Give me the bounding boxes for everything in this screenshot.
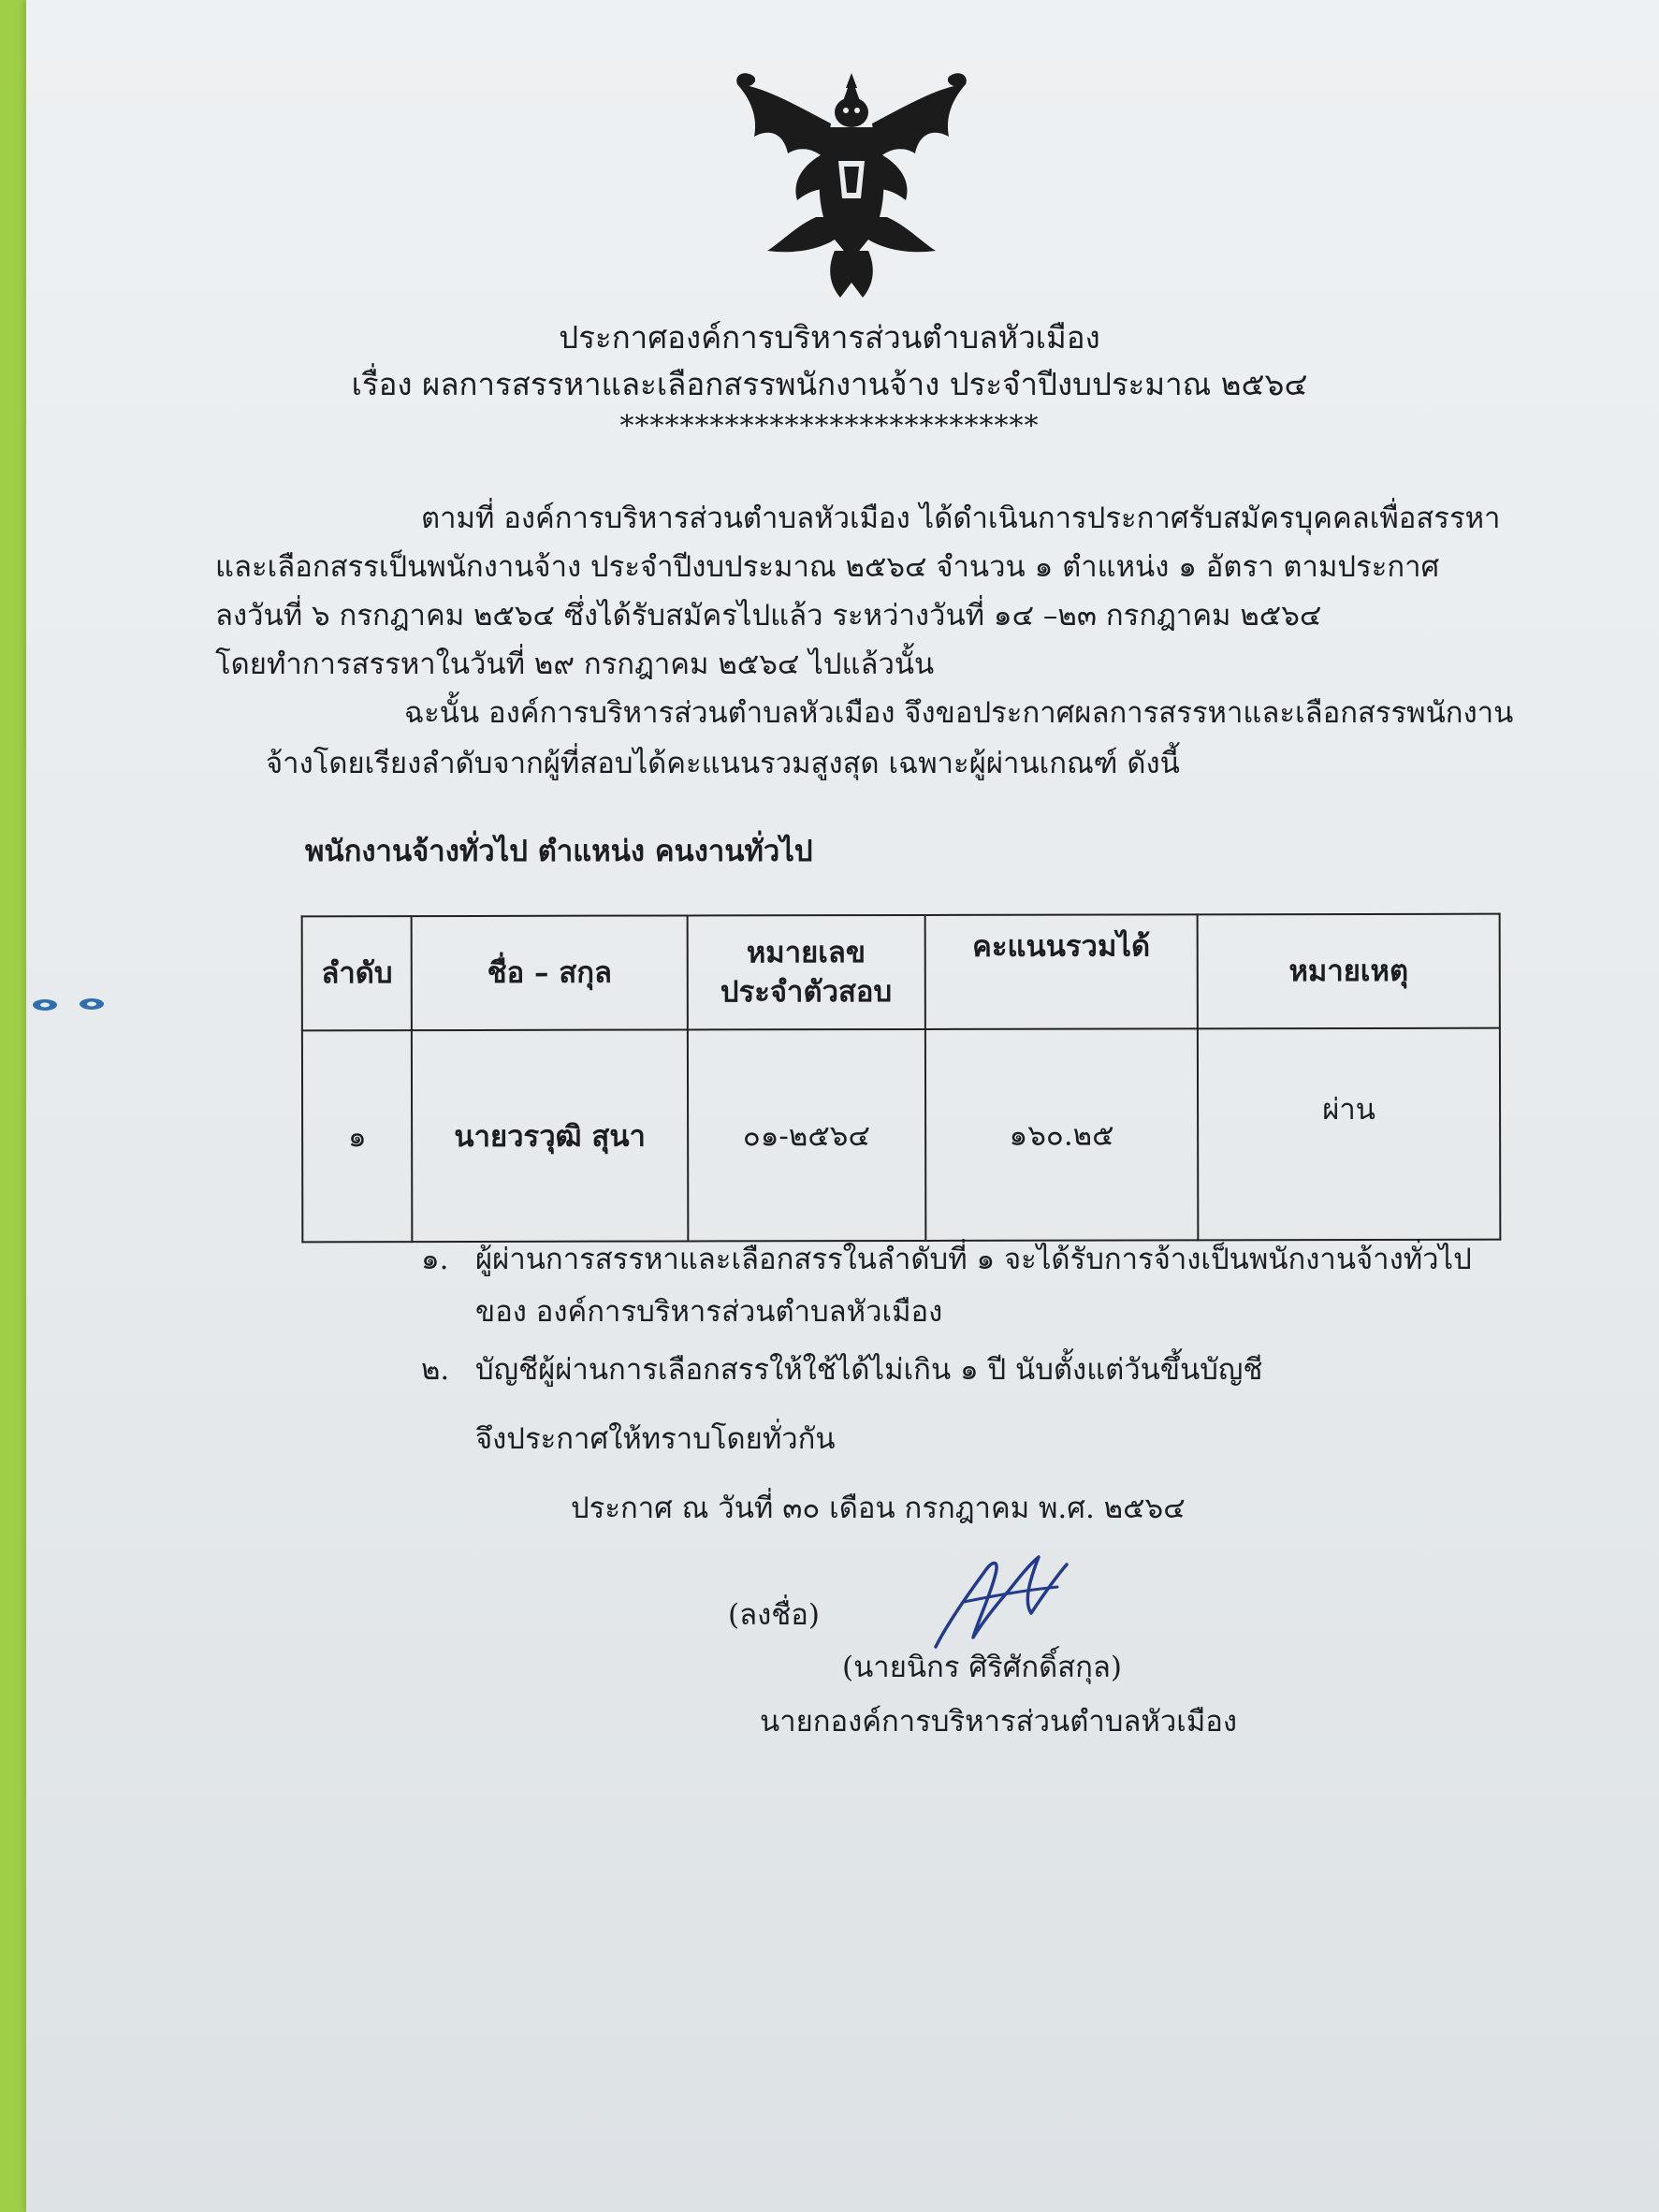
note-1-number: ๑. (421, 1243, 449, 1276)
position-heading: พนักงานจ้างทั่วไป ตำแหน่ง คนงานทั่วไป (305, 835, 813, 868)
header-order: ลำดับ (302, 916, 413, 1030)
announcement-subject: เรื่อง ผลการสรรหาและเลือกสรรพนักงานจ้าง ประจำปีงบประมาณ ๒๕๖๔ (351, 366, 1308, 402)
header-exam-number-line-2: ประจำตัวสอบ (720, 975, 893, 1010)
header-name: ชื่อ – สกุล (412, 915, 688, 1030)
header-remark: หมายเหตุ (1198, 914, 1500, 1029)
ink-mark-icon (30, 995, 114, 1015)
results-table (301, 913, 1502, 1244)
paragraph-1-line-2: และเลือกสรรเป็นพนักงานจ้าง ประจำปีงบประมาณ ๒๕๖๔ จำนวน ๑ ตำแหน่ง ๑ อัตรา ตามประกาศ (215, 550, 1440, 584)
announcement-date: ประกาศ ณ วันที่ ๓๐ เดือน กรกฎาคม พ.ศ. ๒๕๖๔ (571, 1492, 1186, 1525)
paragraph-1-line-1: ตามที่ องค์การบริหารส่วนตำบลหัวเมือง ได้ดำเนินการประกาศรับสมัครบุคคลเพื่อสรรหา (421, 502, 1501, 535)
paragraph-1-line-3: ลงวันที่ ๖ กรกฎาคม ๒๕๖๔ ซึ่งได้รับสมัครไปแล้ว ระหว่างวันที่ ๑๔ –๒๓ กรกฎาคม ๒๕๖๔ (215, 599, 1322, 633)
note-2-number: ๒. (421, 1353, 450, 1387)
cell-score: ๑๖๐.๒๕ (925, 1028, 1199, 1241)
paragraph-2-line-1: ฉะนั้น องค์การบริหารส่วนตำบลหัวเมือง จึงขอประกาศผลการสรรหาและเลือกสรรพนักงาน (404, 696, 1514, 730)
signature-label: (ลงชื่อ) (728, 1598, 820, 1632)
cell-exam-number: ๐๑-๒๕๖๔ (688, 1029, 926, 1242)
note-1-line-2: ของ องค์การบริหารส่วนตำบลหัวเมือง (475, 1295, 943, 1329)
paragraph-2-line-2: จ้างโดยเรียงลำดับจากผู้ที่สอบได้คะแนนรวมสูงสุด เฉพาะผู้ผ่านเกณฑ์ ดังนี้ (266, 747, 1180, 780)
header-score: คะแนนรวมได้ (924, 914, 1197, 1029)
note-1-line-1: ผู้ผ่านการสรรหาและเลือกสรรในลำดับที่ ๑ จะได้รับการจ้างเป็นพนักงานจ้างทั่วไป (475, 1243, 1472, 1276)
table-header-row (302, 914, 1500, 1031)
paragraph-1-line-4: โดยทำการสรรหาในวันที่ ๒๙ กรกฎาคม ๒๕๖๔ ไปแล้วนั้น (215, 648, 935, 681)
cell-name: นายวรวุฒิ สุนา (412, 1029, 688, 1242)
garuda-emblem-icon (730, 67, 973, 301)
header-exam-number (687, 915, 924, 1030)
closing-announcement: จึงประกาศให้ทราบโดยทั่วกัน (475, 1422, 836, 1456)
header-exam-number-line-1: หมายเลข (746, 936, 866, 970)
table-row (302, 1028, 1500, 1243)
signer-title: นายกองค์การบริหารส่วนตำบลหัวเมือง (760, 1705, 1238, 1739)
cell-remark: ผ่าน (1198, 1028, 1500, 1241)
note-2-line-1: บัญชีผู้ผ่านการเลือกสรรให้ใช้ได้ไม่เกิน ๑ ปี นับตั้งแต่วันขึ้นบัญชี (475, 1353, 1263, 1387)
cell-order: ๑ (302, 1030, 413, 1242)
handwritten-signature-icon (926, 1544, 1095, 1656)
announcement-title: ประกาศองค์การบริหารส่วนตำบลหัวเมือง (559, 319, 1100, 356)
signer-name: (นายนิกร ศิริศักดิ์สกุล) (842, 1651, 1123, 1684)
title-divider: **************************** (619, 410, 1040, 443)
